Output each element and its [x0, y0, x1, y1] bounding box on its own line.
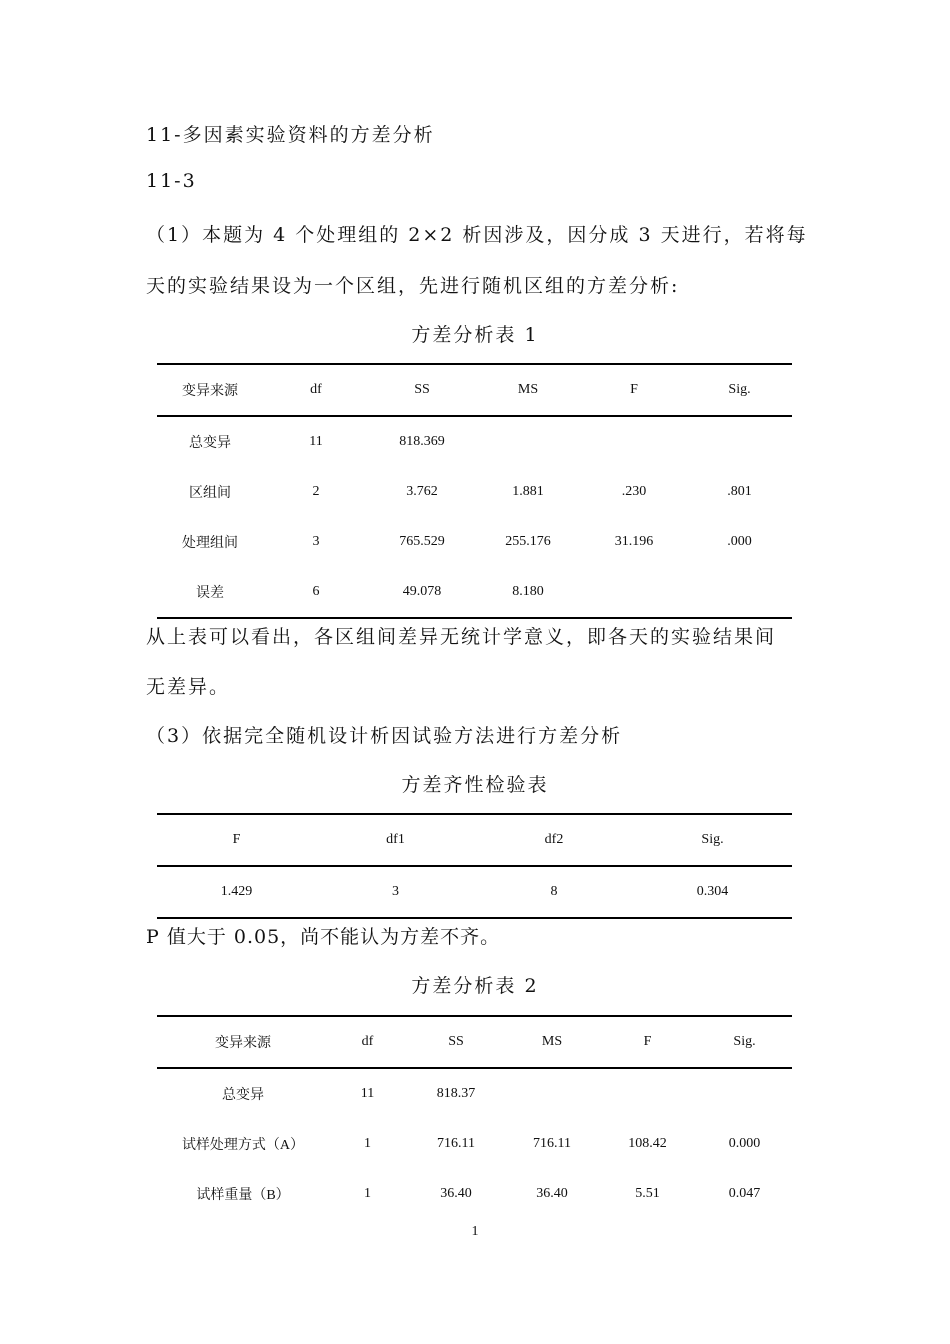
header-cell: F	[581, 364, 687, 416]
table-cell: 总变异	[189, 436, 231, 451]
table-row	[157, 467, 792, 517]
table-header-row	[157, 814, 792, 866]
table-cell: 3	[312, 534, 320, 549]
header-cell: Sig.	[633, 814, 792, 866]
table-cell: 716.11	[533, 1136, 571, 1151]
table-cell: 试样重量（B）	[196, 1188, 290, 1203]
table-row	[157, 567, 792, 618]
table-cell: 1	[364, 1136, 371, 1151]
paragraph-1-line-2: 天的实验结果设为一个区组，先进行随机区组的方差分析:	[146, 275, 680, 297]
paragraph-3: （3）依据完全随机设计析因试验方法进行方差分析	[146, 725, 623, 747]
table-cell: 1.881	[512, 484, 544, 499]
table-row	[157, 866, 792, 918]
table-cell: 3	[392, 884, 399, 899]
table-cell: 处理组间	[182, 536, 238, 551]
table-cell: 误差	[196, 586, 224, 601]
table-cell: 765.529	[399, 534, 445, 549]
paragraph-2-line-2: 无差异。	[146, 676, 231, 698]
table2-caption: 方差齐性检验表	[401, 774, 549, 796]
table-row	[157, 1119, 792, 1169]
header-cell: df	[263, 364, 369, 416]
table-cell: .000	[727, 534, 752, 549]
table-cell: 11	[309, 434, 323, 449]
table-row	[157, 416, 792, 467]
table-cell: 0.047	[728, 1186, 761, 1201]
header-cell: 变异来源	[157, 364, 263, 416]
header-cell: Sig.	[687, 364, 792, 416]
table-cell: 818.369	[399, 434, 445, 449]
table-cell	[581, 416, 687, 467]
table-cell: 1	[364, 1186, 371, 1201]
header-cell: SS	[406, 1016, 506, 1068]
table-header-row	[157, 1016, 792, 1068]
table-cell	[598, 1068, 697, 1119]
anova-table-1	[157, 363, 792, 619]
header-cell: 变异来源	[157, 1016, 329, 1068]
table-cell	[506, 1068, 598, 1119]
table-cell: 36.40	[440, 1186, 472, 1201]
header-cell: Sig.	[697, 1016, 792, 1068]
table-cell: 0.304	[696, 884, 729, 899]
table-cell: 2	[312, 484, 320, 499]
table-cell: 36.40	[536, 1186, 568, 1201]
table-row	[157, 1169, 792, 1219]
table-cell	[475, 416, 581, 467]
table-cell: .230	[621, 484, 647, 499]
header-cell: SS	[369, 364, 475, 416]
table-cell: .801	[727, 484, 752, 499]
table-cell	[697, 1068, 792, 1119]
table1-caption: 方差分析表 1	[411, 324, 539, 346]
table-cell: 6	[312, 584, 320, 599]
table-cell: 区组间	[189, 486, 231, 501]
table-cell: 31.196	[614, 534, 654, 549]
table3-caption: 方差分析表 2	[411, 975, 539, 997]
table-cell: 3.762	[406, 484, 438, 499]
table-cell: 0.000	[728, 1136, 761, 1151]
variance-homogeneity-table	[157, 813, 792, 919]
header-cell: F	[598, 1016, 697, 1068]
paragraph-4: P 值大于 0.05，尚不能认为方差不齐。	[146, 926, 501, 948]
table-cell: 5.51	[635, 1186, 660, 1201]
header-cell: df1	[316, 814, 475, 866]
header-cell: MS	[475, 364, 581, 416]
table-cell: 总变异	[222, 1088, 264, 1103]
table-cell: 108.42	[628, 1136, 667, 1151]
table-cell: 8	[550, 884, 558, 899]
header-cell: F	[157, 814, 316, 866]
table-cell: 试样处理方式（A）	[181, 1138, 305, 1153]
paragraph-2-line-1: 从上表可以看出，各区组间差异无统计学意义，即各天的实验结果间	[146, 626, 777, 648]
header-cell: df2	[475, 814, 633, 866]
table-cell	[687, 567, 792, 618]
anova-table-2	[157, 1015, 792, 1219]
table-cell: 49.078	[402, 584, 442, 599]
table-cell	[687, 416, 792, 467]
table-cell: 716.11	[437, 1136, 475, 1151]
table-cell: 255.176	[505, 534, 551, 549]
table-cell: 8.180	[512, 584, 544, 599]
page-number: 1	[471, 1224, 479, 1239]
section-number: 11-3	[146, 170, 197, 192]
table-cell: 1.429	[220, 884, 253, 899]
table-cell	[581, 567, 687, 618]
table-header-row	[157, 364, 792, 416]
table-cell: 818.37	[436, 1086, 476, 1101]
table-cell: 11	[360, 1086, 375, 1101]
table-row	[157, 1068, 792, 1119]
header-cell: MS	[506, 1016, 598, 1068]
table-row	[157, 517, 792, 567]
header-cell: df	[329, 1016, 406, 1068]
paragraph-1-line-1: （1）本题为 4 个处理组的 2×2 析因涉及，因分成 3 天进行，若将每	[146, 224, 808, 246]
document-heading: 11-多因素实验资料的方差分析	[146, 124, 435, 146]
